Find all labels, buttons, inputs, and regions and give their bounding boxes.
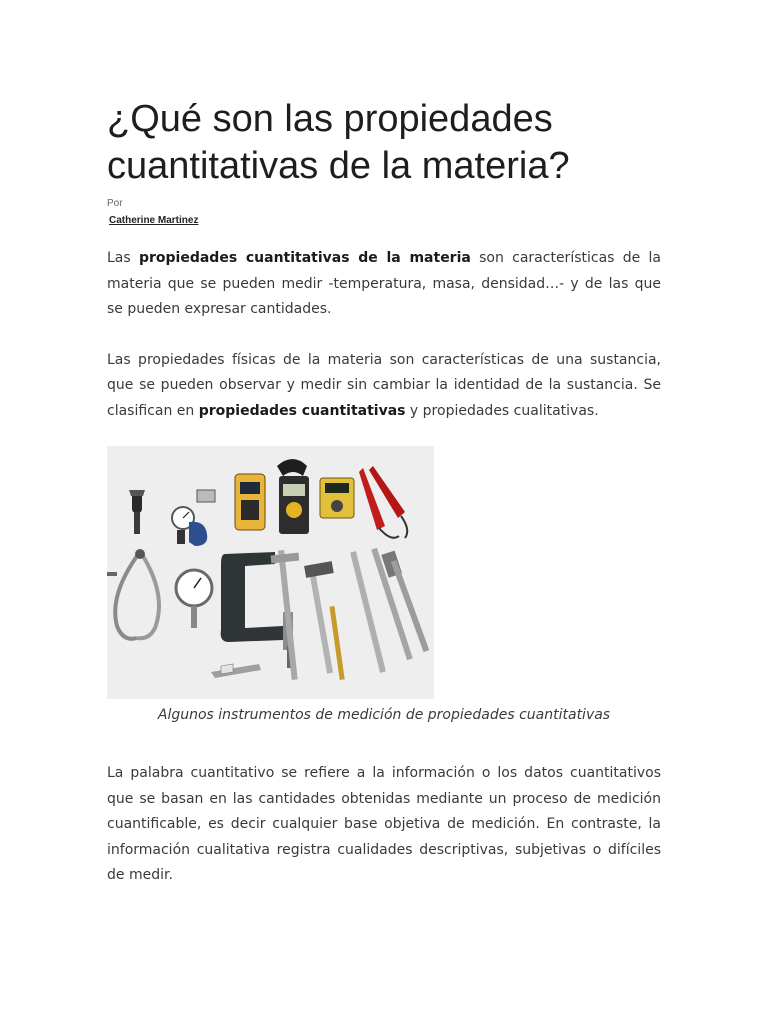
- paragraph-physical-text-before: Las propiedades físicas de la materia son características de una sustancia, que se pueden observar y medir sin cambiar la identidad de la sustancia. Se clasifican en: [107, 351, 661, 419]
- paragraph-physical-text-after: y propiedades cualitativas.: [405, 402, 599, 419]
- paragraph-intro-bold: propiedades cuantitativas de la materia: [138, 250, 471, 266]
- author-link[interactable]: Catherine Martinez: [109, 215, 199, 226]
- paragraph-physical: [107, 348, 661, 425]
- page-title: ¿Qué son las propiedades cuantitativas de la materia?: [107, 98, 570, 187]
- paragraph-intro-text-after: son características de la materia que se pueden medir -temperatura, masa, densidad…- y de las que se pueden expresar cantidades.: [107, 250, 661, 317]
- yellow-multimeter-icon: [235, 474, 265, 530]
- measuring-instruments-illustration: [107, 446, 434, 699]
- clamp-meter-icon: [277, 459, 309, 534]
- measuring-instruments-image: [107, 446, 434, 699]
- digital-multimeter-icon: [320, 478, 354, 518]
- by-label: Por: [107, 198, 123, 209]
- image-caption: Algunos instrumentos de medición de propiedades cuantitativas: [157, 707, 611, 723]
- article-body: [107, 96, 661, 889]
- paragraph-intro: [107, 246, 661, 323]
- paragraph-quantitative: La palabra cuantitativo se refiere a la información o los datos cuantitativos que se basan en las cantidades obtenidas mediante un proceso de medición cuantificable, es decir cualquier base objetiva de medición. En contraste, la información cualitativa registra cualidades descriptivas, subjetivas o difíciles de medir.: [107, 765, 661, 883]
- byline: [107, 198, 661, 228]
- gauge-block-icon: [197, 490, 215, 502]
- paragraph-physical-bold: propiedades cuantitativas: [198, 402, 406, 419]
- paragraph-intro-text-before: Las: [107, 250, 139, 266]
